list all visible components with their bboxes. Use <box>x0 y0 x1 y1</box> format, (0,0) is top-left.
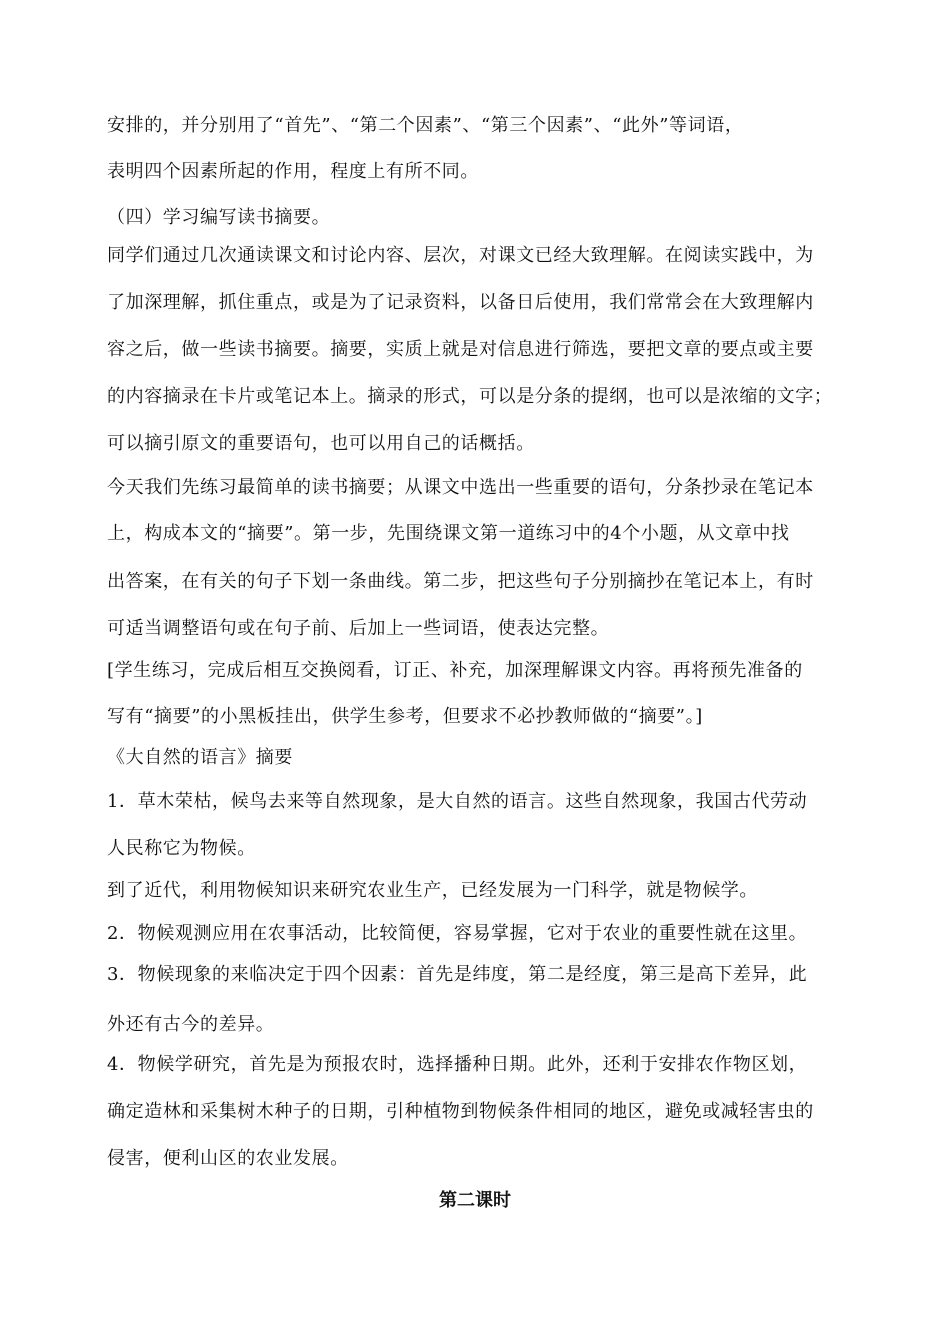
text-line: 确定造林和采集树木种子的日期，引种植物到物候条件相同的地区，避免或减轻害虫的 <box>107 1101 814 1122</box>
text-line: [学生练习，完成后相互交换阅看，订正、补充，加深理解课文内容。再将预先准备的 <box>107 660 803 681</box>
text-line: 1．草木荣枯，候鸟去来等自然现象，是大自然的语言。这些自然现象，我国古代劳动 <box>107 791 808 812</box>
text-line: 侵害，便利山区的农业发展。 <box>107 1148 349 1169</box>
text-line: 到了近代，利用物候知识来研究农业生产，已经发展为一门科学，就是物候学。 <box>107 880 758 901</box>
text-line: 同学们通过几次通读课文和讨论内容、层次，对课文已经大致理解。在阅读实践中，为 <box>107 245 814 266</box>
text-line: 外还有古今的差异。 <box>107 1014 275 1035</box>
text-line: 了加深理解，抓住重点，或是为了记录资料，以备日后使用，我们常常会在大致理解内 <box>107 292 814 313</box>
section-heading: 第二课时 <box>439 1190 511 1211</box>
text-line: 表明四个因素所起的作用，程度上有所不同。 <box>107 161 479 182</box>
text-line: 2．物候观测应用在农事活动，比较简便，容易掌握，它对于农业的重要性就在这里。 <box>107 923 808 944</box>
text-line: 可适当调整语句或在句子前、后加上一些词语，使表达完整。 <box>107 618 610 639</box>
text-line: 安排的，并分别用了“首先”、“第二个因素”、“第三个因素”、“此外”等词语， <box>107 115 744 136</box>
text-line: 3．物候现象的来临决定于四个因素：首先是纬度，第二是经度，第三是高下差异，此 <box>107 964 808 985</box>
text-line: 写有“摘要”的小黑板挂出，供学生参考，但要求不必抄教师做的“摘要”。] <box>107 706 703 727</box>
subsection-title: （四）学习编写读书摘要。 <box>107 207 331 228</box>
text-line: 上，构成本文的“摘要”。第一步，先围绕课文第一道练习中的4个小题，从文章中找 <box>107 523 790 544</box>
summary-title: 《大自然的语言》摘要 <box>107 747 293 768</box>
text-line: 可以摘引原文的重要语句，也可以用自己的话概括。 <box>107 433 535 454</box>
text-line: 人民称它为物候。 <box>107 838 256 859</box>
text-line: 出答案，在有关的句子下划一条曲线。第二步，把这些句子分别摘抄在笔记本上，有时 <box>107 571 814 592</box>
text-line: 今天我们先练习最简单的读书摘要；从课文中选出一些重要的语句，分条抄录在笔记本 <box>107 477 814 498</box>
text-line: 容之后，做一些读书摘要。摘要，实质上就是对信息进行筛选，要把文章的要点或主要 <box>107 339 814 360</box>
text-line: 的内容摘录在卡片或笔记本上。摘录的形式，可以是分条的提纲，也可以是浓缩的文字； <box>107 386 833 407</box>
text-line: 4．物候学研究，首先是为预报农时，选择播种日期。此外，还利于安排农作物区划， <box>107 1054 808 1075</box>
